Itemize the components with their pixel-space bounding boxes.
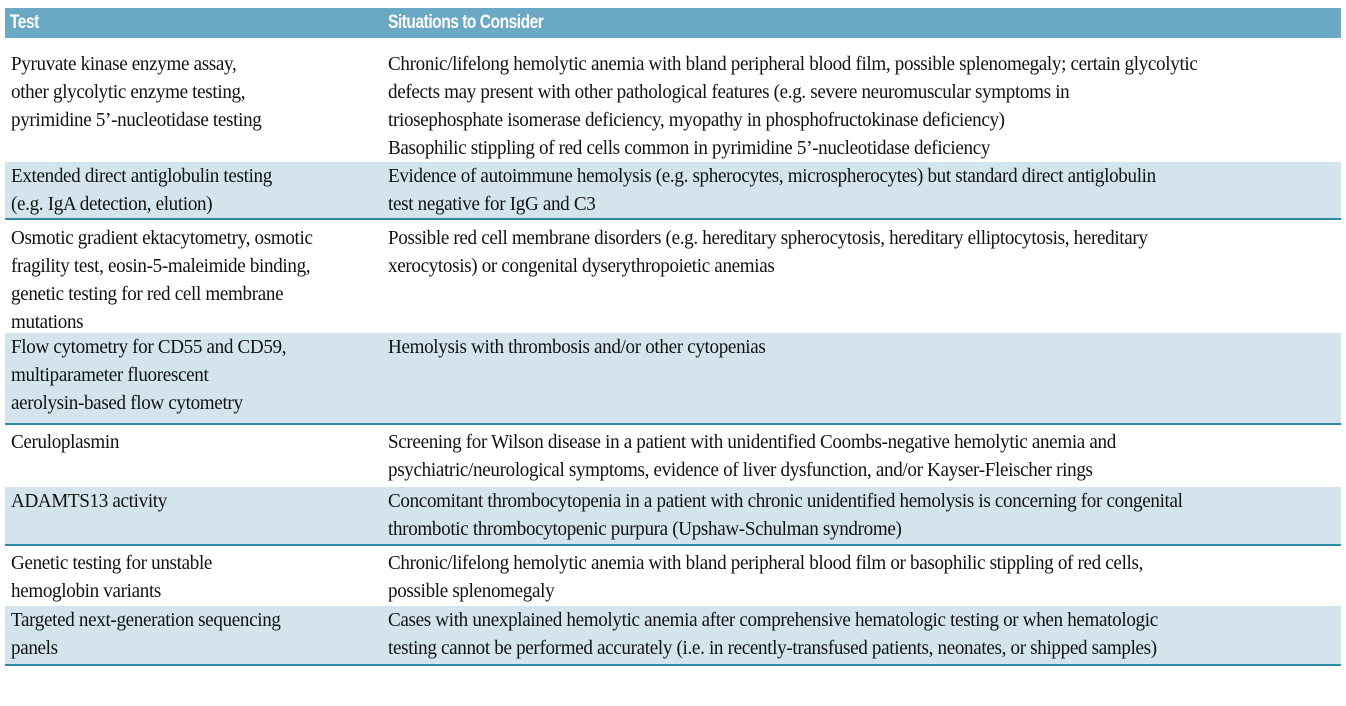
test-cell: Osmotic gradient ektacytometry, osmotic fragility test, eosin-5-maleimide binding, genetic testing for red cell membrane mutations [11,227,313,333]
table-row [5,220,1341,333]
situation-cell: Evidence of autoimmune hemolysis (e.g. spherocytes, microspherocytes) but standard direct antiglobulin test negative for IgG and C3 [388,165,1156,215]
test-cell: Genetic testing for unstable hemoglobin variants [11,552,213,602]
test-cell: ADAMTS13 activity [11,490,167,512]
situation-cell: Chronic/lifelong hemolytic anemia with bland peripheral blood film or basophilic stippling of red cells, possible splenomegaly [388,552,1144,602]
situation-cell: Concomitant thrombocytopenia in a patient with chronic unidentified hemolysis is concerning for congenital thrombotic thrombocytopenic purpura (Upshaw-Schulman syndrome) [388,490,1183,540]
situation-cell: Screening for Wilson disease in a patient with unidentified Coombs-negative hemolytic anemia and psychiatric/neurological symptoms, evidence of liver dysfunction, and/or Kayser-Fleischer rings [388,431,1116,481]
table-row [5,46,1341,162]
test-cell: Ceruloplasmin [11,431,120,453]
situation-cell: Possible red cell membrane disorders (e.g. hereditary spherocytosis, hereditary elliptocytosis, hereditary xerocytosis) or congenital dyserythropoietic anemias [388,227,1148,277]
table-row [5,606,1341,666]
header-test: Test [9,12,39,33]
situation-cell: Hemolysis with thrombosis and/or other cytopenias [388,336,766,358]
test-cell: Pyruvate kinase enzyme assay, other glycolytic enzyme testing, pyrimidine 5’-nucleotidase testing [11,53,262,131]
table-header [5,8,1341,38]
situation-cell: Chronic/lifelong hemolytic anemia with bland peripheral blood film, possible splenomegaly; certain glycolytic defects may present with other pathological features (e.g. severe neuromuscular symptoms in triosephosphate isomerase deficiency, myopathy in phosphofructokinase deficiency) Basophilic stippling of red cells common in pyrimidine 5’-nucleotidase deficiency [388,53,1198,159]
header-situations: Situations to Consider [388,12,544,33]
situation-cell: Cases with unexplained hemolytic anemia after comprehensive hematologic testing or when hematologic testing cannot be performed accurately (i.e. in recently-transfused patients, neonates, or shipped samples) [388,609,1158,659]
table-row [5,487,1341,546]
test-cell: Targeted next-generation sequencing panels [11,609,281,659]
table-row [5,162,1341,220]
test-cell: Flow cytometry for CD55 and CD59, multiparameter fluorescent aerolysin-based flow cytometry [11,336,287,414]
test-cell: Extended direct antiglobulin testing (e.g. IgA detection, elution) [11,165,272,215]
table-row [5,425,1341,487]
table-row [5,333,1341,425]
table-row [5,546,1341,606]
tests-table [5,8,1341,666]
